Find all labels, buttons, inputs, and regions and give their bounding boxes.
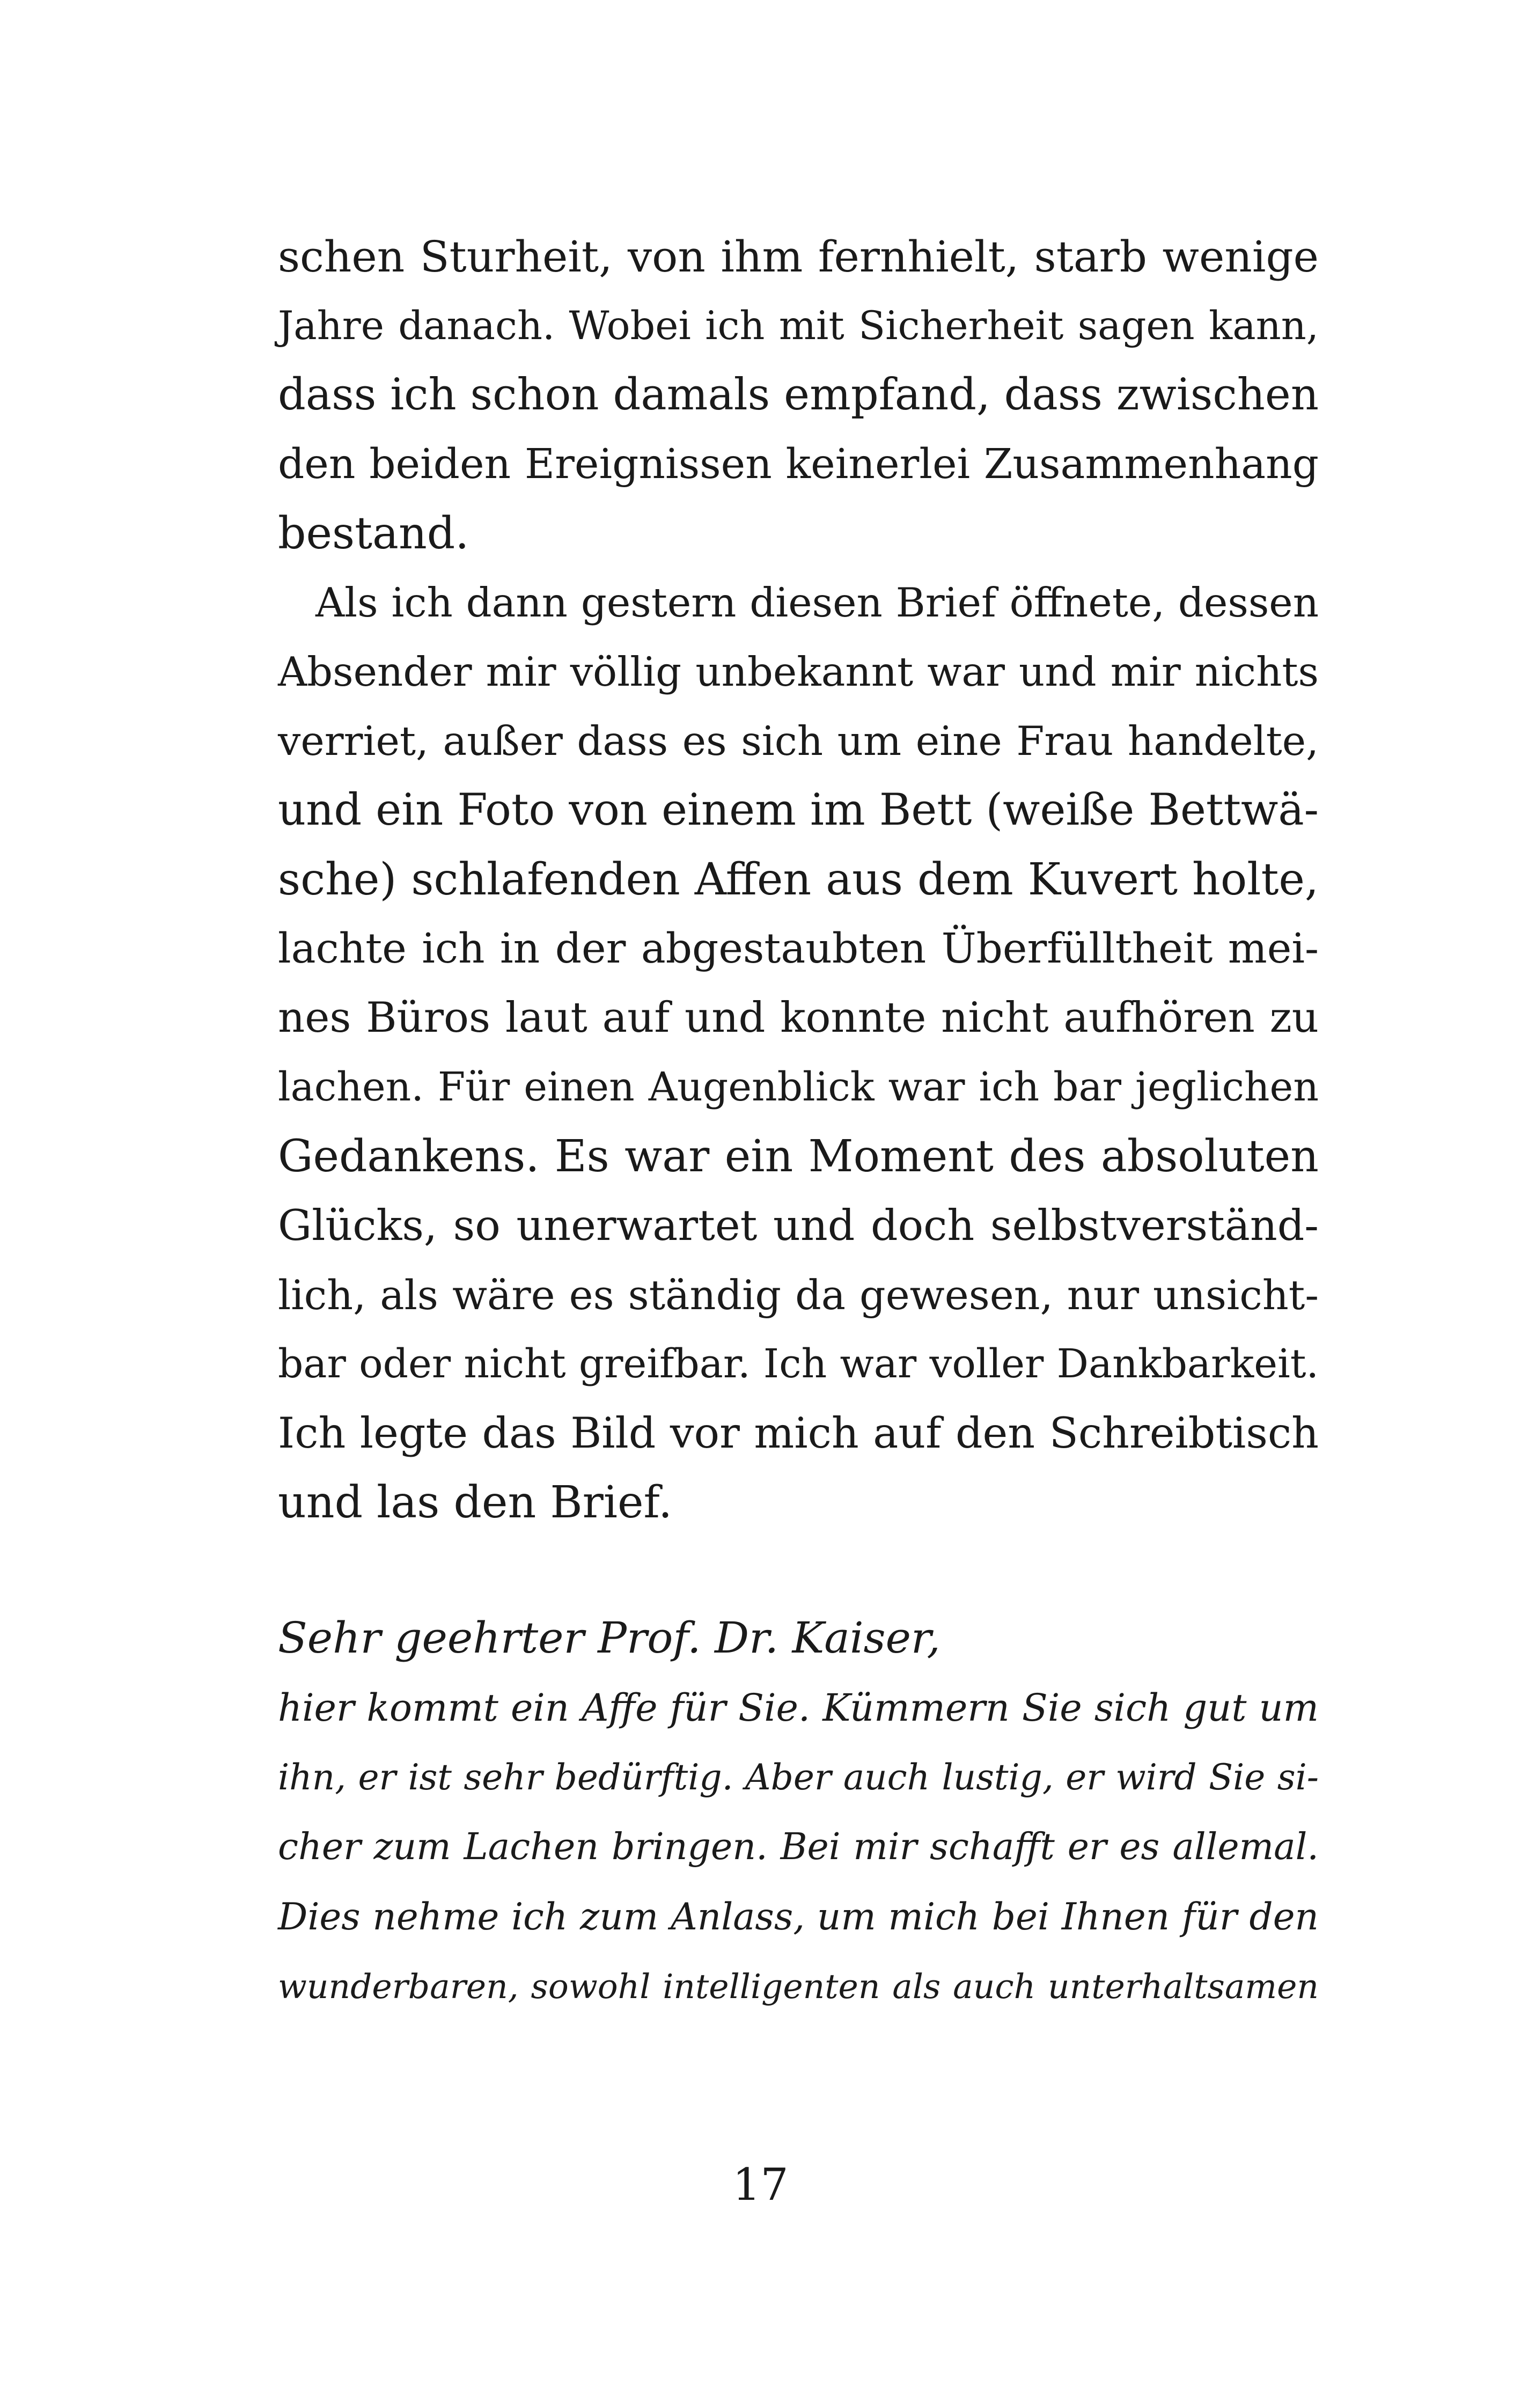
body-line: Jahre danach. Wobei ich mit Sicherheit sagen kann,	[278, 303, 1319, 349]
body-line: dass ich schon damals empfand, dass zwischen	[278, 370, 1319, 420]
body-line: lachte ich in der abgestaubten Überfülltheit mei-	[278, 925, 1319, 973]
body-line: bar oder nicht greifbar. Ich war voller Dankbarkeit.	[278, 1341, 1319, 1387]
body-line: lich, als wäre es ständig da gewesen, nur unsicht-	[278, 1271, 1319, 1319]
body-line: nes Büros laut auf und konnte nicht aufhören zu	[278, 994, 1319, 1042]
body-line: Gedankens. Es war ein Moment des absoluten	[278, 1131, 1319, 1182]
letter-line: ihn, er ist sehr bedürftig. Aber auch lustig, er wird Sie si-	[278, 1757, 1319, 1798]
body-line: und las den Brief.	[278, 1477, 673, 1528]
letter-line: wunderbaren, sowohl intelligenten als auch unterhaltsamen	[278, 1967, 1319, 2006]
body-line: lachen. Für einen Augenblick war ich bar jeglichen	[278, 1064, 1319, 1110]
body-line: sche) schlafenden Affen aus dem Kuvert holte,	[278, 854, 1319, 905]
body-line: verriet, außer dass es sich um eine Frau handelte,	[278, 717, 1319, 765]
body-text	[278, 222, 1319, 1537]
letter-line: Dies nehme ich zum Anlass, um mich bei Ihnen für den	[278, 1896, 1319, 1939]
letter-line: cher zum Lachen bringen. Bei mir schafft er es allemal.	[278, 1826, 1319, 1868]
body-line: Glücks, so unerwartet und doch selbstverständ-	[278, 1201, 1319, 1250]
letter-line: hier kommt ein Affe für Sie. Kümmern Sie sich gut um	[278, 1686, 1319, 1730]
page-number: 17	[732, 2160, 789, 2211]
paragraph-start-line: Als ich dann gestern diesen Brief öffnete, dessen	[315, 579, 1319, 626]
letter-salutation: Sehr geehrter Prof. Dr. Kaiser,	[278, 1613, 940, 1663]
letter-text	[278, 1603, 1319, 2022]
body-line: Absender mir völlig unbekannt war und mir nichts	[278, 648, 1319, 695]
body-line: bestand.	[278, 508, 469, 559]
body-line: Ich legte das Bild vor mich auf den Schreibtisch	[278, 1408, 1319, 1458]
body-line: und ein Foto von einem im Bett (weiße Bettwä-	[278, 785, 1319, 835]
body-line: schen Sturheit, von ihm fernhielt, starb wenige	[278, 232, 1319, 282]
body-line: den beiden Ereignissen keinerlei Zusammenhang	[278, 441, 1319, 488]
